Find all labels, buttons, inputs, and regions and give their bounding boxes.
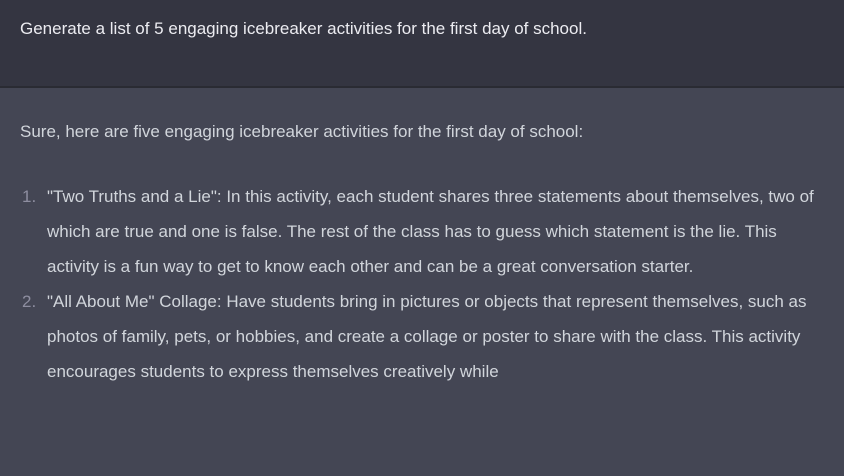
assistant-intro-text: Sure, here are five engaging icebreaker activities for the first day of school:	[20, 122, 584, 141]
user-message	[0, 0, 844, 86]
list-item	[22, 284, 824, 389]
icebreaker-list	[20, 179, 824, 389]
user-message-text: Generate a list of 5 engaging icebreaker activities for the first day of school.	[20, 19, 587, 38]
list-item-text: "All About Me" Collage: Have students bring in pictures or objects that represent themselves, such as photos of family, pets, or hobbies, and create a collage or poster to share with the class. This activity encourages students to express themselves creatively while	[47, 292, 807, 381]
list-item	[22, 179, 824, 284]
assistant-message	[0, 86, 844, 476]
list-item-number: 2.	[22, 292, 37, 311]
list-item-text: "Two Truths and a Lie": In this activity, each student shares three statements about themselves, two of which are true and one is false. The rest of the class has to guess which statement is the lie. This activity is a fun way to get to know each other and can be a great conversation starter.	[47, 187, 814, 276]
list-item-number: 1.	[22, 187, 37, 206]
